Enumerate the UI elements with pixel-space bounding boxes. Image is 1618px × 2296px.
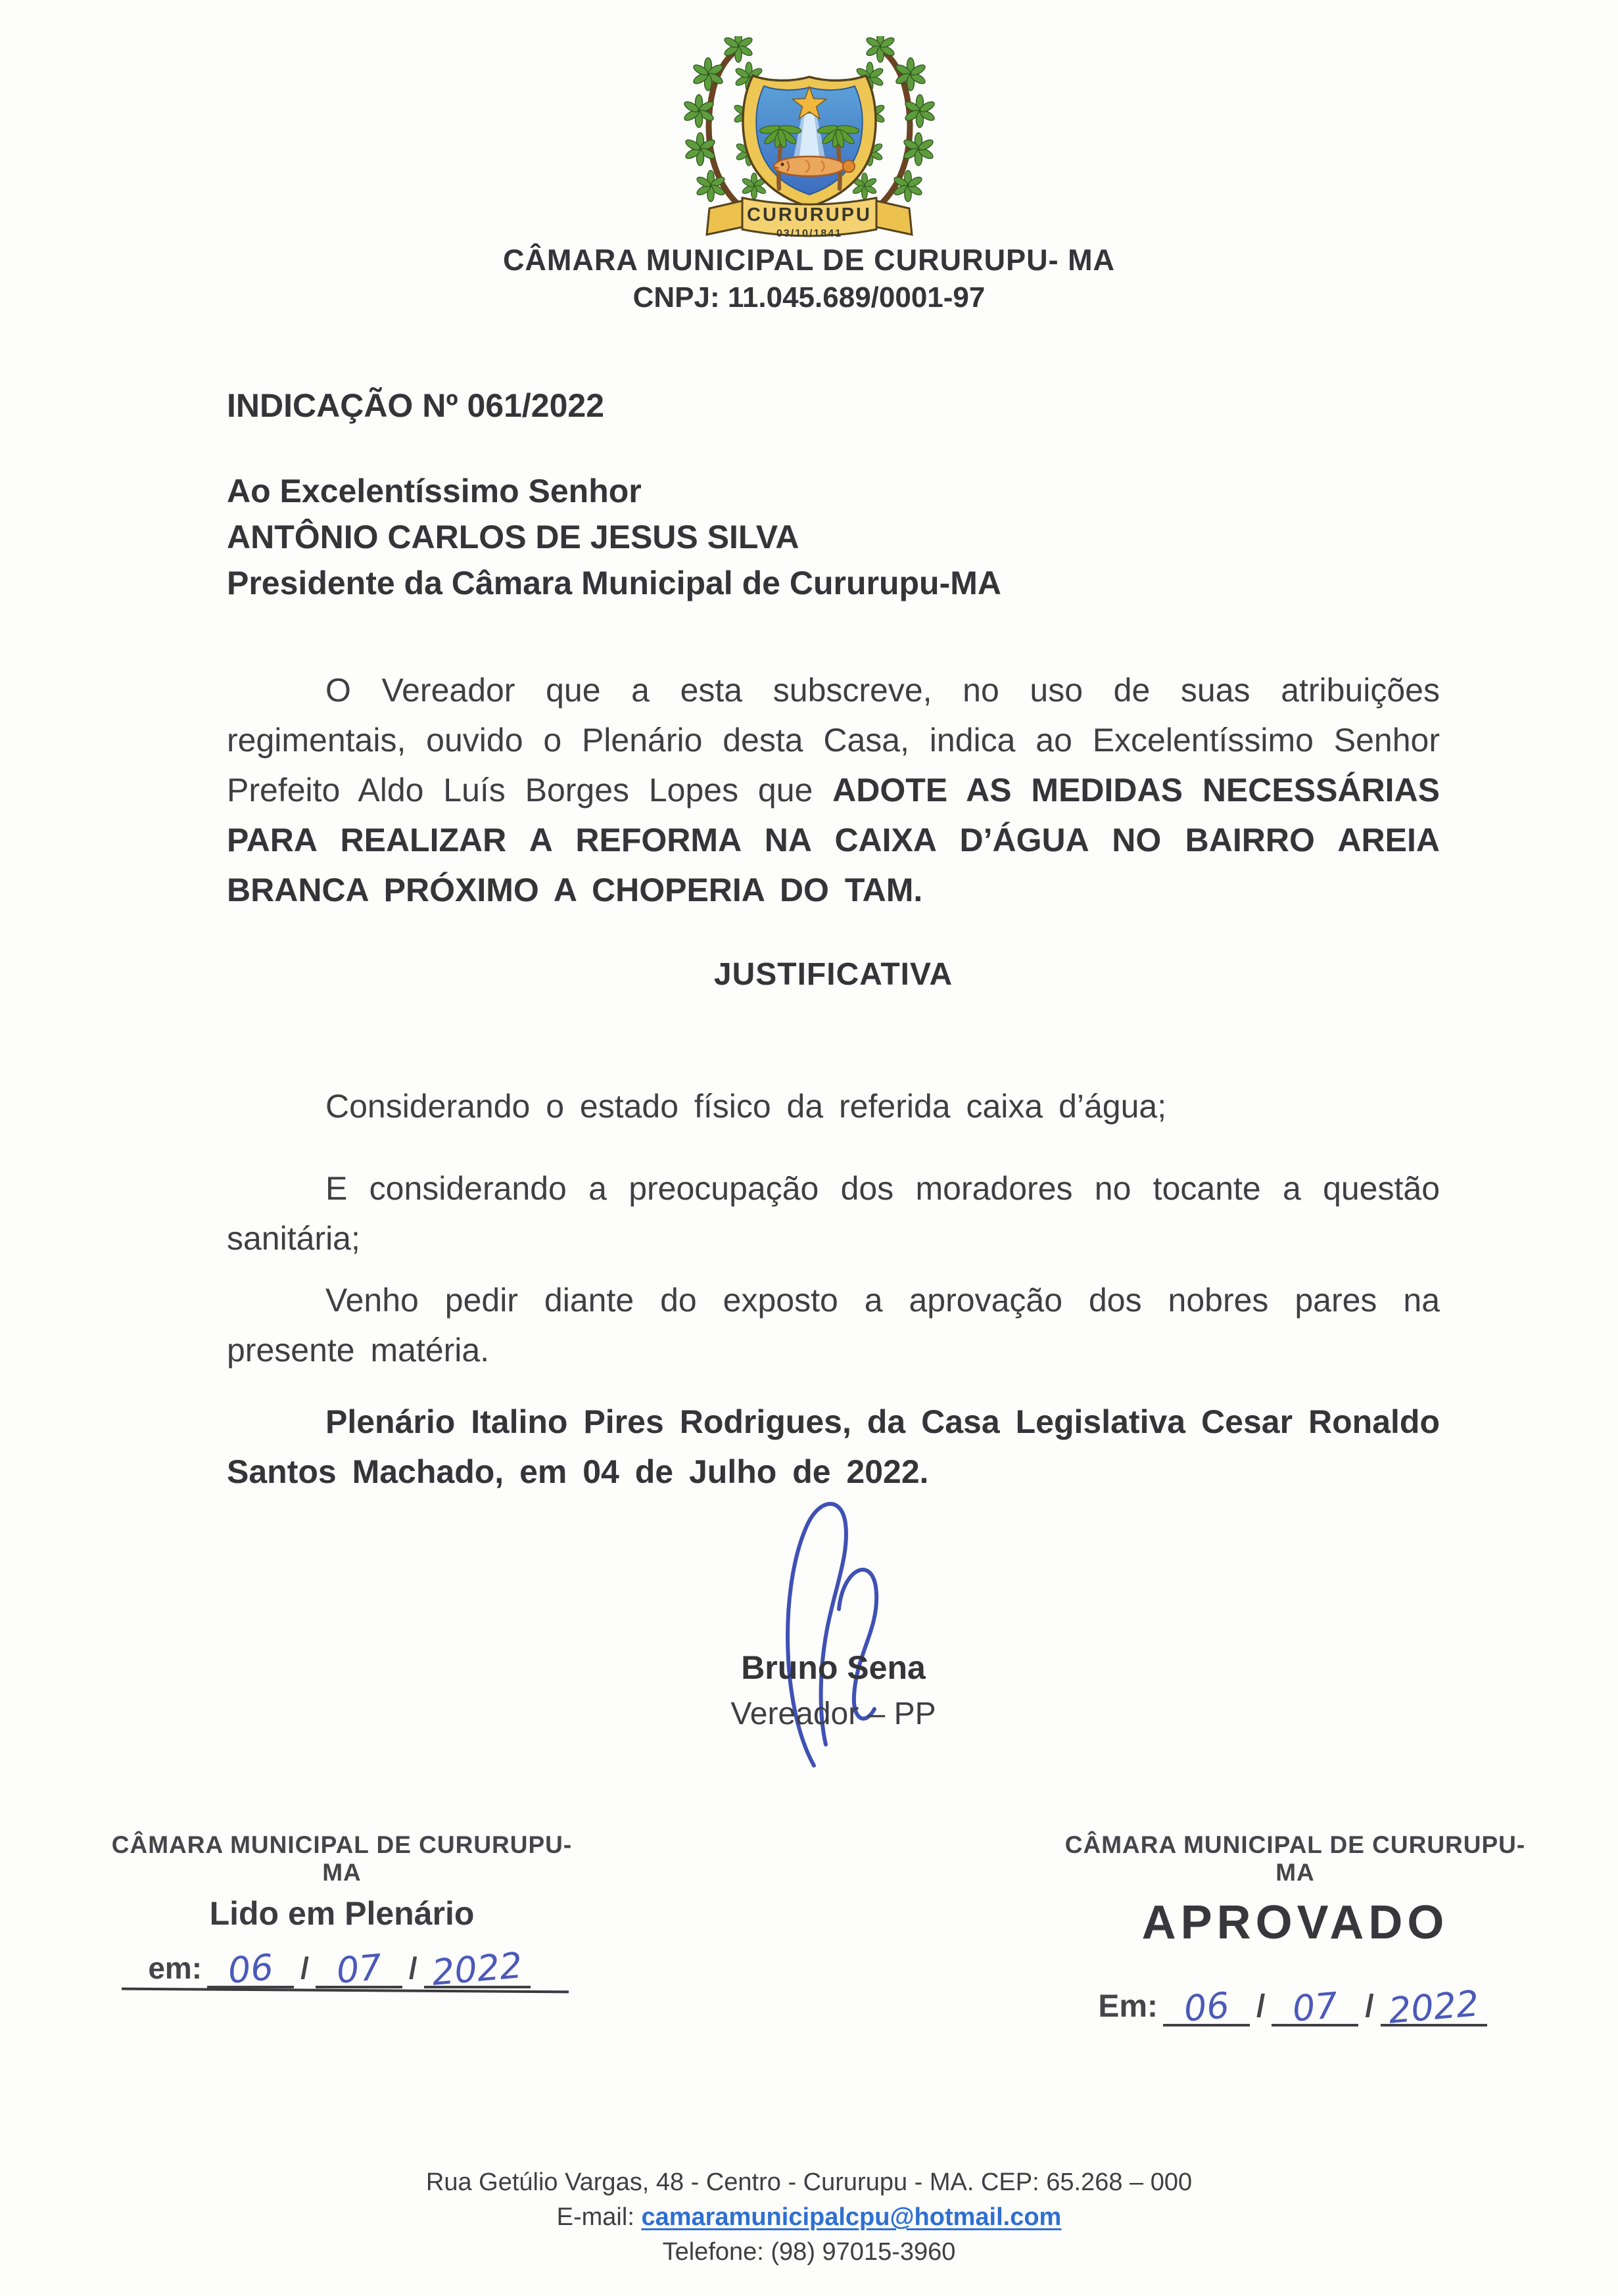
footer-email-line: [0, 2200, 1618, 2235]
stamp-aprovado: [1052, 1831, 1538, 2032]
body-paragraph-2: Considerando o estado físico da referida caixa d’água;: [325, 1088, 1167, 1125]
handwritten-day-right: 06: [1181, 1984, 1231, 2030]
handwritten-year-left: 2022: [430, 1944, 524, 1994]
body-paragraph-3: E considerando a preocupação dos moradores no tocante a questão sanitária;: [227, 1170, 1440, 1257]
crest-shield: [742, 76, 875, 207]
org-cnpj: CNPJ: 11.045.689/0001-97: [632, 281, 986, 314]
stamp-lido-em-plenario: [99, 1831, 585, 1994]
addressee-role: Presidente da Câmara Municipal de Cururupu-MA: [227, 565, 1001, 601]
body-paragraph-4: Venho pedir diante do exposto a aprovação dos nobres pares na presente matéria.: [227, 1282, 1440, 1369]
handwritten-day-left: 06: [226, 1946, 275, 1992]
stamp-left-label: Lido em Plenário: [209, 1895, 475, 1932]
handwritten-month-left: 07: [334, 1946, 383, 1992]
footer-email-link[interactable]: camaramunicipalcpu@hotmail.com: [641, 2203, 1062, 2231]
stamp-right-date: [1052, 1982, 1538, 2032]
stamp-left-date: [99, 1944, 585, 1994]
footer-address: Rua Getúlio Vargas, 48 - Centro - Cururupu - MA. CEP: 65.268 – 000: [425, 2168, 1193, 2196]
date-separator: /: [408, 1951, 417, 1985]
handwritten-year-right: 2022: [1387, 1982, 1481, 2032]
signer-role: Vereador – PP: [730, 1697, 936, 1731]
stamp-left-org: CÂMARA MUNICIPAL DE CURURUPU-MA: [111, 1831, 573, 1886]
addressee-block: [227, 468, 1001, 606]
crest-banner-date: 03/10/1841: [776, 228, 842, 239]
stamp-right-label: APROVADO: [1141, 1896, 1449, 1949]
document-title: INDICAÇÃO Nº 061/2022: [227, 387, 605, 424]
org-name: CÂMARA MUNICIPAL DE CURURUPU- MA: [502, 243, 1116, 277]
stamp-left-date-prefix: em:: [148, 1951, 202, 1985]
crest-banner-title: CURURUPU: [746, 204, 872, 225]
coat-of-arms-cururupu: [645, 36, 974, 241]
signer-name: Bruno Sena: [741, 1649, 926, 1686]
handwritten-month-right: 07: [1291, 1984, 1340, 2030]
justificativa-heading: JUSTIFICATIVA: [713, 957, 953, 992]
stamp-right-date-prefix: Em:: [1098, 1989, 1158, 2024]
body-paragraph-1-bold: ADOTE AS MEDIDAS NECESSÁRIAS PARA REALIZAR A REFORMA NA CAIXA D’ÁGUA NO BAIRRO AREIA BRANCA PRÓXIMO A CHOPERIA DO TAM.: [227, 772, 1440, 908]
crest-banner: [707, 198, 912, 239]
body-paragraph-1: [227, 665, 1440, 915]
body-paragraph-5: Plenário Italino Pires Rodrigues, da Casa Legislativa Cesar Ronaldo Santos Machado, em 04 de Julho de 2022.: [227, 1403, 1440, 1490]
stamp-right-org: CÂMARA MUNICIPAL DE CURURUPU-MA: [1064, 1831, 1526, 1886]
date-separator: /: [300, 1951, 309, 1985]
footer-email-label: E-mail:: [556, 2203, 634, 2231]
body-paragraph-1-normal: O Vereador que a esta subscreve, no uso de suas atribuições regimentais, ouvido o Plenário desta Casa, indica ao Excelentíssimo Senhor Prefeito Aldo Luís Borges Lopes que: [227, 672, 1440, 808]
footer-phone: Telefone: (98) 97015-3960: [662, 2238, 956, 2266]
page-footer: [0, 2165, 1618, 2270]
date-separator: /: [1256, 1989, 1266, 2024]
addressee-salutation: Ao Excelentíssimo Senhor: [227, 473, 642, 509]
addressee-name: ANTÔNIO CARLOS DE JESUS SILVA: [227, 519, 799, 555]
date-separator: /: [1365, 1989, 1374, 2024]
